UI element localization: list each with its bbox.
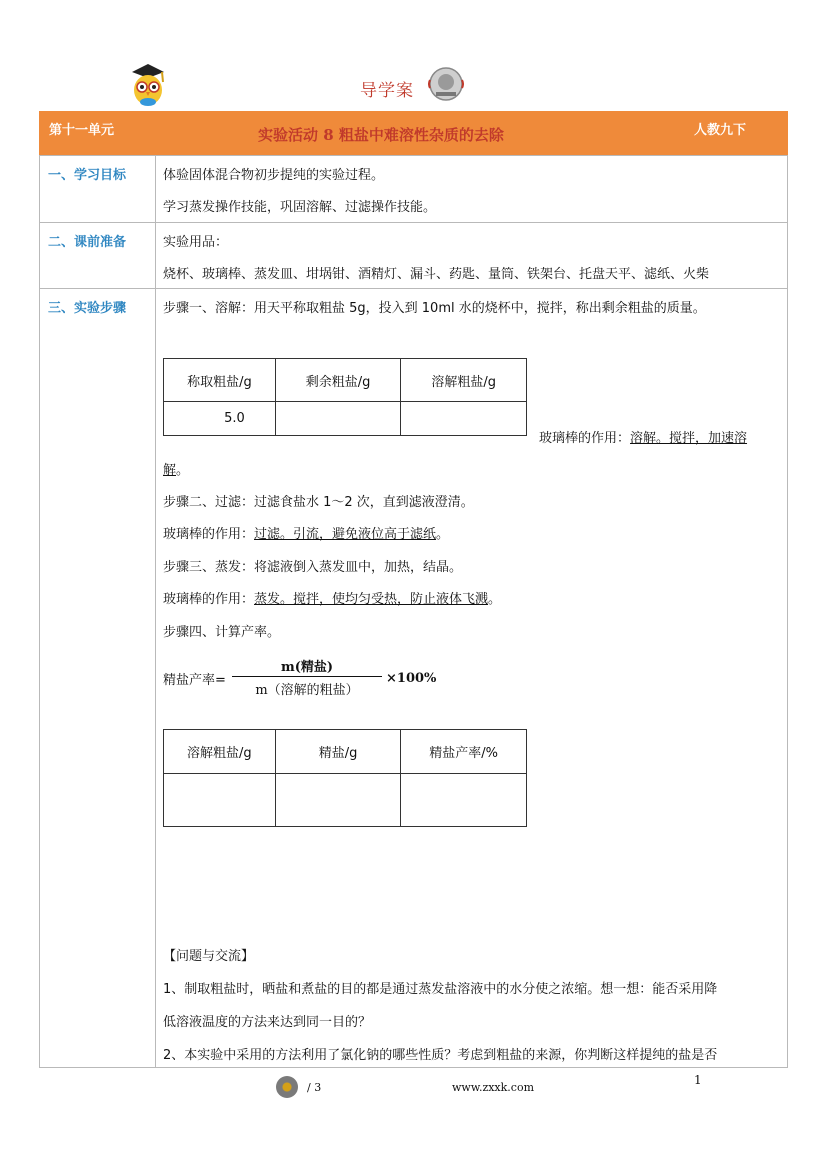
rod-role-2 bbox=[163, 523, 449, 542]
brand-title: 导学案 bbox=[360, 81, 414, 101]
formula-multiplier: ×100% bbox=[386, 671, 437, 686]
punctuation: 。 bbox=[488, 592, 502, 607]
step2-text: 步骤二、过滤：过滤食盐水 1～2 次，直到滤液澄清。 bbox=[163, 495, 474, 510]
yield-table bbox=[163, 729, 527, 827]
yield-formula-fraction bbox=[232, 656, 382, 697]
page-title: 实验活动 8 粗盐中难溶性杂质的去除 bbox=[258, 126, 504, 144]
dissolve-table bbox=[163, 358, 527, 436]
table-header-cell: 溶解粗盐/g bbox=[401, 359, 527, 402]
rod-role-1 bbox=[539, 427, 747, 446]
formula-numerator: m(精盐) bbox=[280, 660, 334, 675]
rod-role-label: 玻璃棒的作用： bbox=[163, 592, 255, 607]
owl-mascot-icon bbox=[126, 60, 168, 108]
rod-role-3 bbox=[163, 588, 501, 607]
step3-text: 步骤三、蒸发：将滤液倒入蒸发皿中，加热，结晶。 bbox=[163, 560, 463, 575]
unit-label: 第十一单元 bbox=[49, 123, 115, 138]
table-cell[interactable] bbox=[164, 774, 276, 827]
table-cell[interactable] bbox=[401, 774, 527, 827]
rod-role-label: 玻璃棒的作用： bbox=[163, 527, 255, 542]
step1-text: 步骤一、溶解：用天平称取粗盐 5g，投入到 10ml 水的烧杯中，搅拌，称出剩余粗盐的质量。 bbox=[163, 301, 706, 316]
table-cell[interactable] bbox=[401, 402, 527, 436]
seal-logo-icon bbox=[428, 66, 464, 102]
rod-role-1-cont bbox=[163, 459, 189, 478]
table-header-cell: 精盐/g bbox=[275, 730, 401, 774]
goal-line: 体验固体混合物初步提纯的实验过程。 bbox=[163, 168, 385, 183]
page-number: 1 bbox=[694, 1073, 702, 1087]
row-divider bbox=[39, 288, 788, 289]
rod-role-answer: 解 bbox=[163, 463, 177, 478]
fraction-bar bbox=[232, 676, 382, 677]
section-goals-label: 一、学习目标 bbox=[48, 168, 127, 183]
yield-formula-label: 精盐产率= bbox=[163, 673, 226, 688]
site-link[interactable]: www.zxxk.com bbox=[452, 1081, 535, 1094]
page-disc-icon bbox=[276, 1076, 298, 1098]
table-cell[interactable] bbox=[275, 774, 401, 827]
table-cell[interactable] bbox=[275, 402, 401, 436]
table-header-cell: 剩余粗盐/g bbox=[275, 359, 401, 402]
column-divider bbox=[155, 155, 156, 1068]
rod-role-label: 玻璃棒的作用： bbox=[539, 431, 631, 446]
step4-text: 步骤四、计算产率。 bbox=[163, 625, 281, 640]
rod-role-answer: 过滤。引流，避免液位高于滤纸 bbox=[254, 527, 437, 542]
rod-role-answer: 溶解。搅拌，加速溶 bbox=[630, 431, 748, 446]
prep-line: 实验用品： bbox=[163, 235, 229, 250]
equipment-list: 烧杯、玻璃棒、蒸发皿、坩埚钳、酒精灯、漏斗、药匙、量筒、铁架台、托盘天平、滤纸、火柴 bbox=[163, 267, 710, 282]
punctuation: 。 bbox=[176, 463, 190, 478]
punctuation: 。 bbox=[436, 527, 450, 542]
section-steps-label: 三、实验步骤 bbox=[48, 301, 127, 316]
formula-denominator: m（溶解的粗盐） bbox=[255, 683, 359, 698]
table-header-cell: 称取粗盐/g bbox=[164, 359, 276, 402]
question-1-cont: 低溶液温度的方法来达到同一目的？ bbox=[163, 1015, 372, 1030]
goal-line: 学习蒸发操作技能，巩固溶解、过滤操作技能。 bbox=[163, 200, 437, 215]
rod-role-answer: 蒸发。搅拌，使均匀受热，防止液体飞溅 bbox=[254, 592, 489, 607]
page-total: / 3 bbox=[307, 1081, 322, 1094]
discussion-title: 【问题与交流】 bbox=[163, 949, 255, 964]
edition-label: 人教九下 bbox=[694, 123, 747, 138]
table-cell: 5.0 bbox=[164, 402, 276, 436]
row-divider bbox=[39, 155, 788, 156]
question-2: 2、本实验中采用的方法利用了氯化钠的哪些性质？考虑到粗盐的来源，你判断这样提纯的盐是否 bbox=[163, 1048, 718, 1063]
section-prep-label: 二、课前准备 bbox=[48, 235, 127, 250]
row-divider bbox=[39, 222, 788, 223]
question-1: 1、制取粗盐时，晒盐和煮盐的目的都是通过蒸发盐溶液中的水分使之浓缩。想一想：能否采用降 bbox=[163, 982, 718, 997]
table-header-cell: 溶解粗盐/g bbox=[164, 730, 276, 774]
table-header-cell: 精盐产率/% bbox=[401, 730, 527, 774]
